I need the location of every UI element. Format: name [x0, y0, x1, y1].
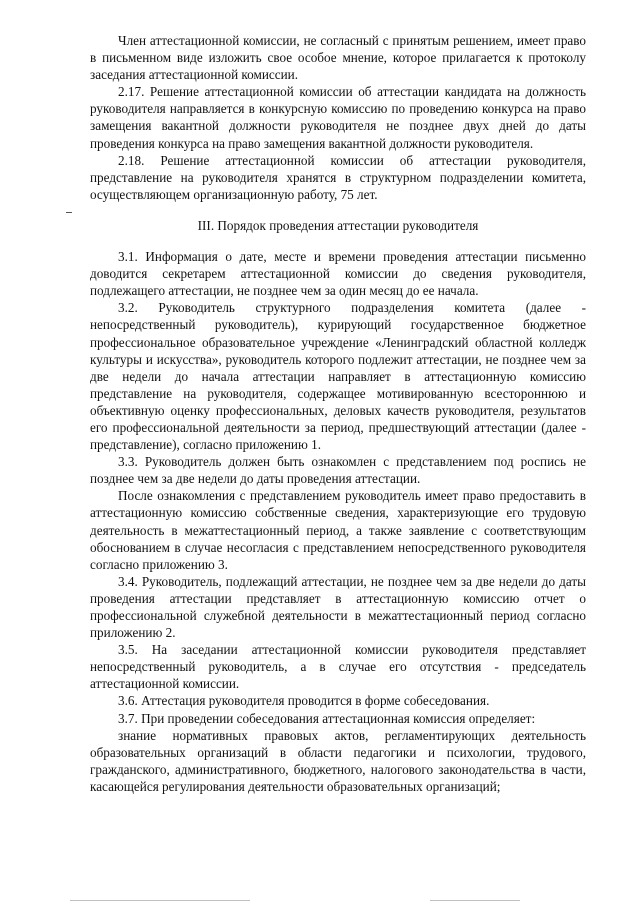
margin-mark	[66, 212, 72, 213]
paragraph-dissent: Член аттестационной комиссии, не согласный с принятым решением, имеет право в письменном виде изложить свое особое мнение, которое прилагается к протоколу заседания аттестационной комиссии.	[90, 33, 586, 83]
section-heading: III. Порядок проведения аттестации руководителя	[197, 217, 479, 233]
scan-artifact-right	[430, 900, 520, 901]
document-page	[90, 32, 586, 795]
paragraph-3-3-right: После ознакомления с представлением руководитель имеет право предоставить в аттестационную комиссию собственные сведения, характеризующие его трудовую деятельность в межаттестационный период, а также заявление с соответствующим обоснованием в случае несогласия с представлением непосредственного руководителя согласно приложению 3.	[90, 488, 586, 572]
paragraph-2-17: 2.17. Решение аттестационной комиссии об аттестации кандидата на должность руководителя направляется в конкурсную комиссию по проведению конкурса на право замещения вакантной должности руководителя не позднее двух дней до даты проведения конкурса на право замещения вакантной должности руководителя.	[90, 84, 586, 151]
paragraph-3-7: 3.7. При проведении собеседования аттестационная комиссия определяет:	[118, 710, 536, 726]
paragraph-3-6: 3.6. Аттестация руководителя проводится в форме собеседования.	[118, 693, 490, 709]
paragraph-2-18: 2.18. Решение аттестационной комиссии об аттестации руководителя, представление на руководителя хранятся в структурном подразделении комитета, осуществляющем организационную работу, 75 лет.	[90, 152, 586, 202]
paragraph-knowledge: знание нормативных правовых актов, регламентирующих деятельность образовательных организаций в области педагогики и психологии, трудового, гражданского, административного, бюджетного, налогового законодательства в части, касающейся регулирования деятельности образовательных организаций;	[90, 727, 586, 794]
scan-artifact-left	[70, 900, 250, 901]
paragraph-3-2: 3.2. Руководитель структурного подразделения комитета (далее - непосредственный руководитель), курирующий государственное бюджетное профессиональное образовательное учреждение «Ленинградский областной колледж культуры и искусства», руководитель которого подлежит аттестации, не позднее чем за две недели до начала аттестации направляет в аттестационную комиссию представление на руководителя, содержащее мотивированную всестороннюю и объективную оценку профессиональных, деловых качеств руководителя, результатов его профессиональной деятельности за период, предшествующий аттестации (далее - представление), согласно приложению 1.	[90, 300, 586, 453]
paragraph-3-5: 3.5. На заседании аттестационной комиссии руководителя представляет непосредственный руководитель, а в случае его отсутствия - председатель аттестационной комиссии.	[90, 642, 586, 692]
paragraph-3-3: 3.3. Руководитель должен быть ознакомлен с представлением под роспись не позднее чем за две недели до даты проведения аттестации.	[90, 454, 586, 487]
paragraph-3-4: 3.4. Руководитель, подлежащий аттестации, не позднее чем за две недели до даты проведения аттестации представляет в аттестационную комиссию отчет о профессиональной служебной деятельности в межаттестационный период согласно приложению 2.	[90, 573, 586, 641]
paragraph-3-1: 3.1. Информация о дате, месте и времени проведения аттестации письменно доводится секретарем аттестационной комиссии до сведения руководителя, подлежащего аттестации, не позднее чем за один месяц до ее начала.	[90, 249, 586, 299]
